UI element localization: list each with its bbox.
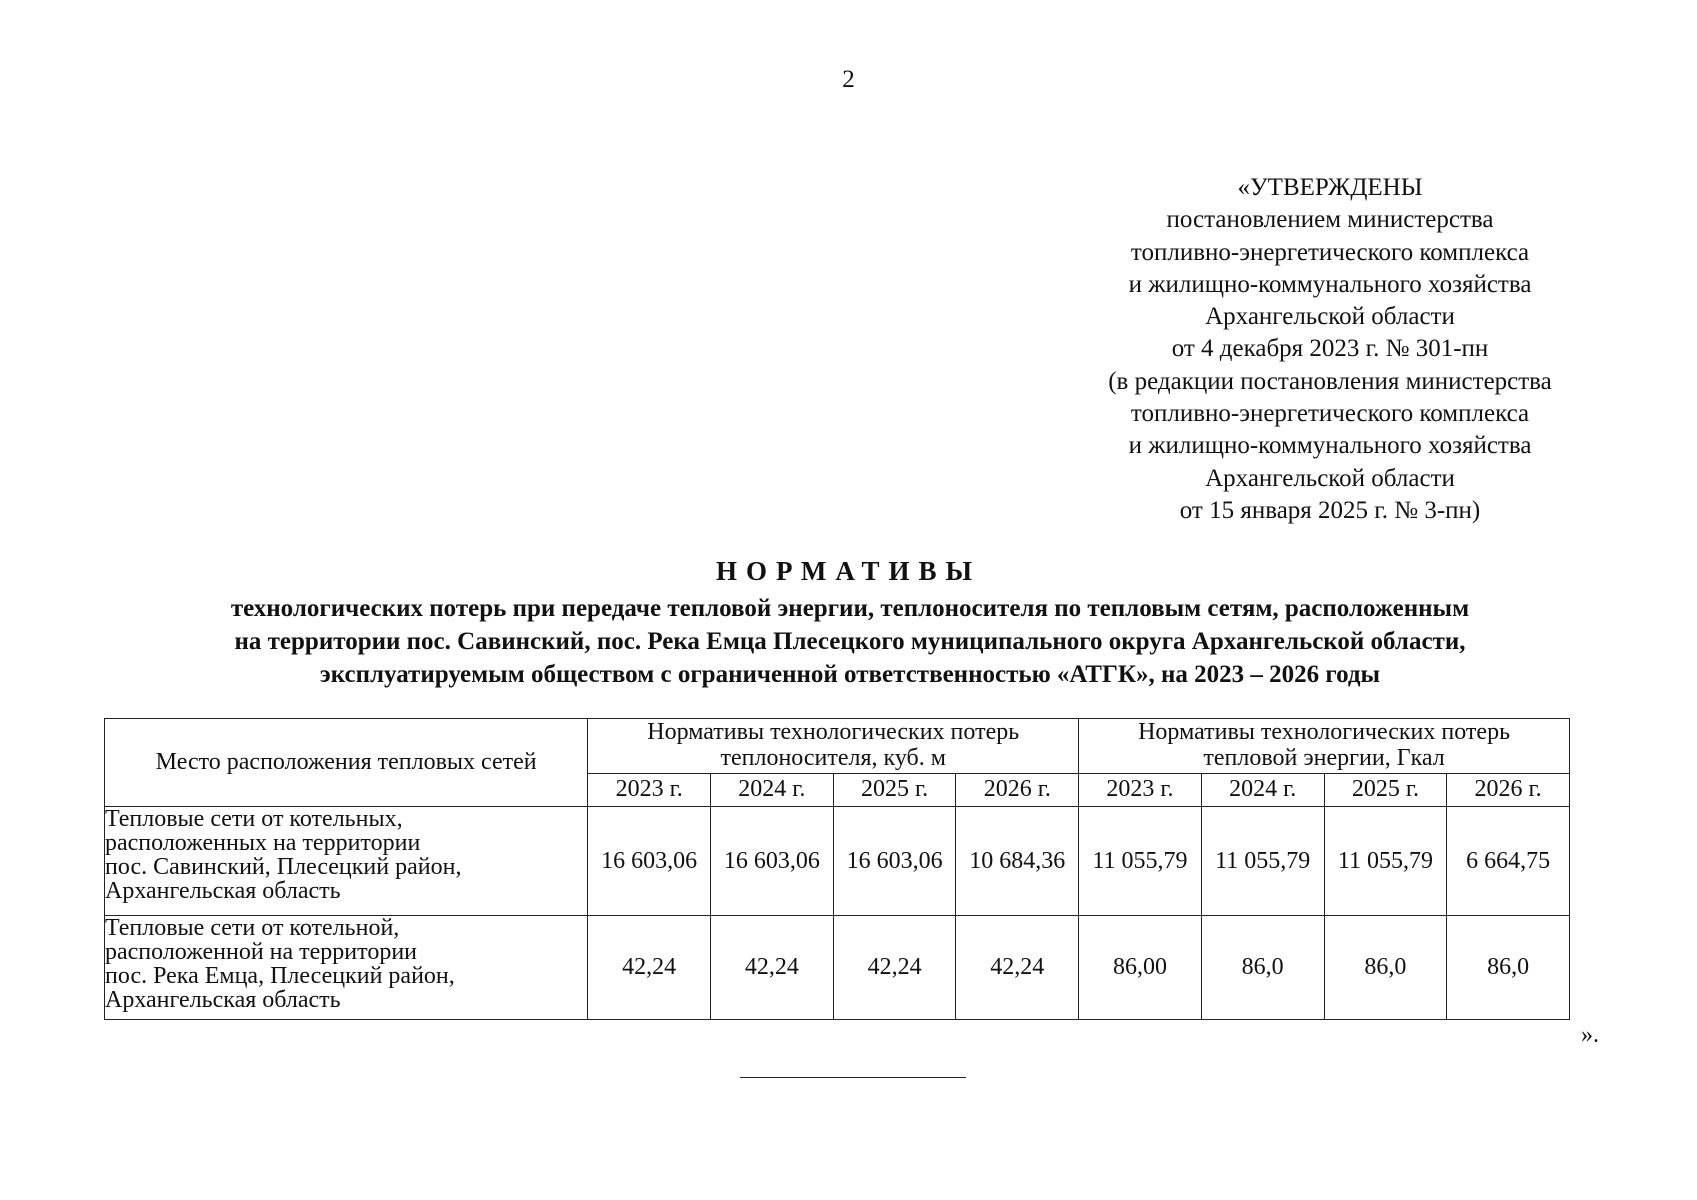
year-header: 2025 г. bbox=[1324, 773, 1447, 806]
closing-quote: ». bbox=[1581, 1022, 1599, 1048]
document-title: НОРМАТИВЫ bbox=[715, 556, 982, 586]
approval-block bbox=[1060, 172, 1600, 527]
header-line: тепловой энергии, Гкал bbox=[1203, 745, 1445, 771]
year-header: 2025 г. bbox=[833, 773, 956, 806]
subtitle-line: на территории пос. Савинский, пос. Река Емца Плесецкого муниципального округа Архангельской области, bbox=[234, 628, 1466, 655]
header-line: Нормативы технологических потерь bbox=[1138, 719, 1511, 745]
approval-line: от 4 декабря 2023 г. № 301-пн bbox=[1171, 335, 1489, 363]
heat-losses-header bbox=[1079, 719, 1570, 774]
table-header-row bbox=[105, 719, 1570, 774]
approval-line: «УТВЕРЖДЕНЫ bbox=[1237, 174, 1423, 201]
header-line: Нормативы технологических потерь bbox=[647, 719, 1020, 745]
coolant-losses-header bbox=[588, 719, 1079, 774]
value-cell: 11 055,79 bbox=[1079, 807, 1202, 916]
subtitle-line: эксплуатируемым обществом с ограниченной ответственностью «АТГК», на 2023 – 2026 годы bbox=[319, 661, 1381, 688]
year-header: 2026 г. bbox=[956, 773, 1079, 806]
value-cell: 16 603,06 bbox=[588, 807, 711, 916]
value-cell: 10 684,36 bbox=[956, 807, 1079, 916]
value-cell: 16 603,06 bbox=[711, 807, 834, 916]
norms-table bbox=[104, 718, 1570, 1020]
value-cell: 11 055,79 bbox=[1201, 807, 1324, 916]
subtitle-line: технологических потерь при передаче тепловой энергии, теплоносителя по тепловым сетям, расположенным bbox=[230, 595, 1470, 622]
approval-line: постановлением министерства bbox=[1166, 206, 1494, 234]
header-line: теплоносителя, куб. м bbox=[720, 745, 946, 771]
place-line: пос. Река Емца, Плесецкий район, bbox=[105, 963, 455, 989]
place-cell bbox=[105, 807, 588, 916]
place-column-header: Место расположения тепловых сетей bbox=[105, 719, 588, 807]
value-cell: 6 664,75 bbox=[1447, 807, 1570, 916]
value-cell: 11 055,79 bbox=[1324, 807, 1447, 916]
approval-line: топливно-энергетического комплекса bbox=[1130, 400, 1530, 428]
value-cell: 42,24 bbox=[711, 916, 834, 1020]
value-cell: 86,0 bbox=[1324, 916, 1447, 1020]
value-cell: 86,0 bbox=[1201, 916, 1324, 1020]
approval-line: и жилищно-коммунального хозяйства bbox=[1128, 270, 1532, 298]
place-line: Архангельская область bbox=[105, 878, 341, 904]
value-cell: 42,24 bbox=[588, 916, 711, 1020]
approval-line: (в редакции постановления министерства bbox=[1108, 367, 1552, 395]
page-number: 2 bbox=[842, 66, 855, 93]
approval-line: и жилищно-коммунального хозяйства bbox=[1128, 432, 1532, 460]
value-cell: 42,24 bbox=[833, 916, 956, 1020]
place-line: расположенной на территории bbox=[105, 939, 417, 965]
approval-line: топливно-энергетического комплекса bbox=[1130, 238, 1530, 266]
place-line: Тепловые сети от котельных, bbox=[105, 806, 403, 832]
value-cell: 86,0 bbox=[1447, 916, 1570, 1020]
table-row bbox=[105, 916, 1570, 1020]
place-line: пос. Савинский, Плесецкий район, bbox=[105, 854, 462, 880]
year-header: 2023 г. bbox=[1079, 773, 1202, 806]
approval-line: от 15 января 2025 г. № 3-пн) bbox=[1179, 496, 1481, 524]
place-line: Тепловые сети от котельной, bbox=[105, 915, 400, 941]
year-header: 2023 г. bbox=[588, 773, 711, 806]
year-header: 2024 г. bbox=[1201, 773, 1324, 806]
value-cell: 86,00 bbox=[1079, 916, 1202, 1020]
place-cell bbox=[105, 916, 588, 1020]
place-line: Архангельская область bbox=[105, 987, 341, 1013]
approval-line: Архангельской области bbox=[1205, 464, 1455, 492]
table-row bbox=[105, 807, 1570, 916]
footer-divider bbox=[740, 1077, 966, 1078]
place-line: расположенных на территории bbox=[105, 830, 421, 856]
year-header: 2024 г. bbox=[711, 773, 834, 806]
value-cell: 42,24 bbox=[956, 916, 1079, 1020]
approval-line: Архангельской области bbox=[1205, 303, 1455, 331]
year-header: 2026 г. bbox=[1447, 773, 1570, 806]
value-cell: 16 603,06 bbox=[833, 807, 956, 916]
document-subtitle bbox=[100, 592, 1600, 691]
